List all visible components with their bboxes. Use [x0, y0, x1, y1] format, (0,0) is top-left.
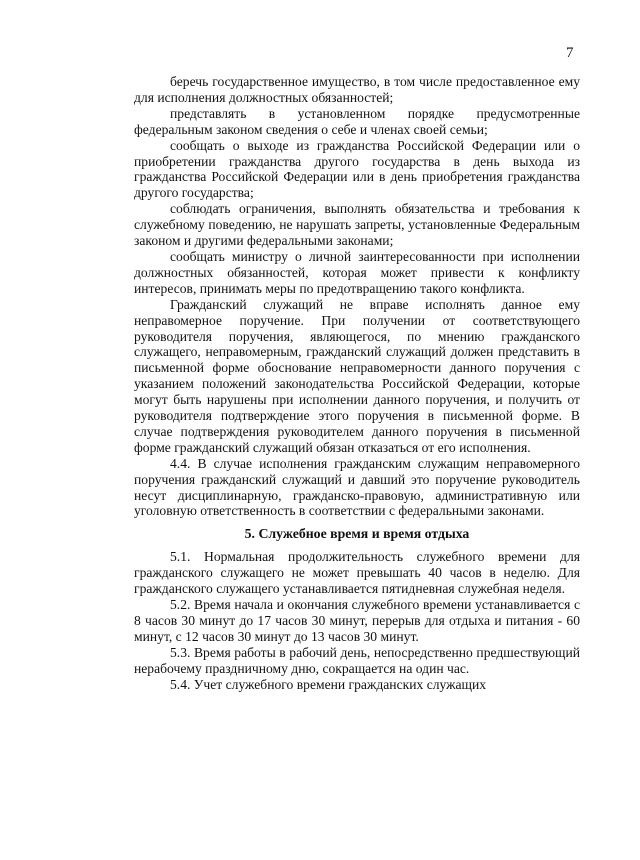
paragraph-report-interest: сообщать министру о личной заинтересованности при исполнении должностных обязанностей, которая может привести к конфликту интересов, принимать меры по предотвращению такого конфликта. [134, 248, 580, 296]
paragraph-5-3: 5.3. Время работы в рабочий день, непосредственно предшествующий нерабочему праздничному дню, сокращается на один час. [134, 644, 580, 676]
paragraph-submit-information: представлять в установленном порядке предусмотренные федеральным законом сведения о себе и членах своей семьи; [134, 105, 580, 137]
paragraph-observe-restrictions: соблюдать ограничения, выполнять обязательства и требования к служебному поведению, не нарушать запреты, установленные Федеральным законом и другими федеральными законами; [134, 201, 580, 249]
section-heading: 5. Служебное время и время отдыха [244, 526, 470, 542]
paragraph-unlawful-order: Гражданский служащий не вправе исполнять данное ему неправомерное поручение. При получении от соответствующего руководителя поручения, являющегося, по мнению гражданского служащего, неправомерным, гражданский служащий должен представить в письменной форме обоснование неправомерности данного поручения с указанием положений законодательства Российской Федерации, которые могут быть нарушены при исполнении данного поручения, и получить от руководителя подтверждение этого поручения в письменной форме. В случае подтверждения руководителем данного поручения в письменной форме гражданский служащий обязан отказаться от его исполнения. [134, 296, 580, 455]
paragraph-5-4: 5.4. Учет служебного времени гражданских служащих [170, 676, 487, 692]
page-number: 7 [566, 45, 574, 61]
document-body [134, 74, 580, 693]
paragraph-5-2: 5.2. Время начала и окончания служебного времени устанавливается с 8 часов 30 минут до 17 часов 30 минут, перерыв для отдыха и питания - 60 минут, с 12 часов 30 минут до 13 часов 30 минут. [134, 597, 580, 644]
paragraph-5-1: 5.1. Нормальная продолжительность служебного времени для гражданского служащего не может превышать 40 часов в неделю. Для гражданского служащего устанавливается пятидневная служебная неделя. [134, 549, 580, 597]
paragraph-4-4: 4.4. В случае исполнения гражданским служащим неправомерного поручения гражданский служащий и давший это поручение руководитель несут дисциплинарную, гражданско-правовую, административную или уголовную ответственность в соответствии с федеральными законами. [134, 455, 580, 519]
paragraph-protect-property: беречь государственное имущество, в том числе предоставленное ему для исполнения должностных обязанностей; [134, 74, 580, 105]
paragraph-report-citizenship: сообщать о выходе из гражданства Российской Федерации или о приобретении гражданства другого государства в день выхода из гражданства Российской Федерации или в день приобретения гражданства другого государства; [134, 137, 580, 201]
